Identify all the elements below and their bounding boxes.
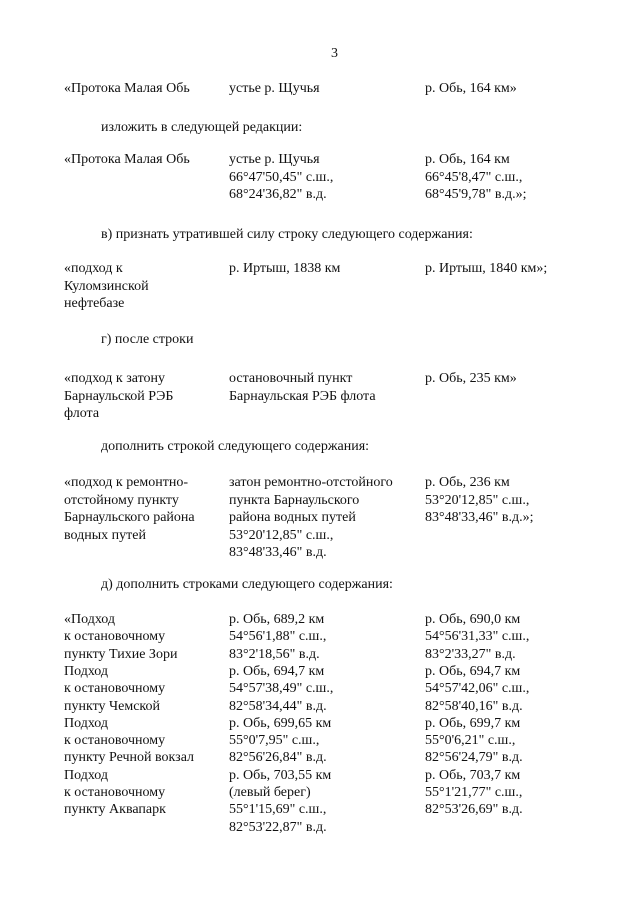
- para1-text: изложить в следующей редакции:: [101, 120, 303, 135]
- block6-col3-line: 83°2'33,27" в.д.: [425, 646, 516, 662]
- block4-col2-line: остановочный пункт: [229, 371, 353, 386]
- block6-col3-line: 55°1'21,77" с.ш.,: [425, 785, 523, 800]
- block5-col1-line: отстойному пункту: [64, 492, 179, 508]
- block6-col1-line: к остановочному: [64, 785, 166, 800]
- para3-text: г) после строки: [101, 332, 194, 347]
- block6-col1-line: к остановочному: [64, 629, 166, 645]
- block6-col2-line: р. Обь, 694,7 км: [229, 663, 325, 679]
- para5-text: д) дополнить строками следующего содержания:: [101, 577, 393, 592]
- block6-col3-line: 55°0'6,21" с.ш.,: [425, 733, 516, 749]
- block6-col3-line: р. Обь, 699,7 км: [425, 715, 521, 731]
- block1-col1-line: «Протока Малая Обь: [64, 81, 190, 96]
- block6-col1-line: к остановочному: [64, 681, 166, 697]
- block6-col2-line: р. Обь, 689,2 км: [229, 612, 325, 627]
- block5-col1-line: водных путей: [64, 527, 146, 543]
- block3-col1-line: нефтебазе: [64, 296, 125, 311]
- block6-col2-line: 55°1'15,69" с.ш.,: [229, 802, 327, 818]
- block6-col2-line: 54°56'1,88" с.ш.,: [229, 629, 327, 645]
- block6-col3-line: р. Обь, 703,7 км: [425, 767, 521, 783]
- block4-col1-line: «подход к затону: [64, 371, 166, 386]
- block3-col3-line: р. Иртыш, 1840 км»;: [425, 261, 548, 276]
- block6-col3-line: р. Обь, 690,0 км: [425, 612, 521, 627]
- block1-col3-line: р. Обь, 164 км»: [425, 81, 517, 96]
- block5-col2-line: 83°48'33,46" в.д.: [229, 545, 327, 560]
- block5-col3-line: 53°20'12,85" с.ш.,: [425, 492, 530, 508]
- block6-col2-line: 82°58'34,44" в.д.: [229, 698, 327, 714]
- block5-col1-line: «подход к ремонтно-: [64, 475, 189, 490]
- block6-col3-line: 54°57'42,06" с.ш.,: [425, 681, 530, 697]
- block6-col3-line: р. Обь, 694,7 км: [425, 663, 521, 679]
- block4-col2-line: Барнаульская РЭБ флота: [229, 388, 376, 404]
- block5-col2-line: затон ремонтно-отстойного: [229, 475, 393, 490]
- block6-col1-line: к остановочному: [64, 733, 166, 749]
- block6-col2-line: 82°53'22,87" в.д.: [229, 819, 327, 835]
- block6-col1-line: «Подход: [64, 612, 116, 627]
- block3-col2-line: р. Иртыш, 1838 км: [229, 261, 341, 276]
- block2-col2-line: устье р. Щучья: [229, 152, 320, 167]
- block6-col1-line: пункту Аквапарк: [64, 802, 166, 818]
- para4-text: дополнить строкой следующего содержания:: [101, 439, 370, 454]
- page-number: 3: [331, 46, 338, 61]
- block5-col2-line: района водных путей: [229, 510, 356, 525]
- block6-col3-line: 82°53'26,69" в.д.: [425, 802, 523, 818]
- block2-col2-line: 68°24'36,82" в.д.: [229, 187, 327, 202]
- block6-col1-line: Подход: [64, 767, 109, 783]
- block2-col3-line: 66°45'8,47" с.ш.,: [425, 169, 523, 185]
- block2-col3-line: р. Обь, 164 км: [425, 152, 510, 167]
- block4-col3-line: р. Обь, 235 км»: [425, 371, 517, 386]
- block6-col2-line: 82°56'26,84" в.д.: [229, 750, 327, 766]
- block6-col1-line: пункту Тихие Зори: [64, 646, 178, 662]
- block6-col2-line: 83°2'18,56" в.д.: [229, 646, 320, 662]
- block3-col1-line: «подход к: [64, 261, 123, 276]
- block5-col3-line: 83°48'33,46" в.д.»;: [425, 510, 534, 525]
- block6-col1-line: Подход: [64, 715, 109, 731]
- block6-col3-line: 54°56'31,33" с.ш.,: [425, 629, 530, 645]
- block2-col3-line: 68°45'9,78" в.д.»;: [425, 187, 527, 202]
- block5-col2-line: пункта Барнаульского: [229, 492, 360, 508]
- block6-col2-line: р. Обь, 699,65 км: [229, 715, 332, 731]
- block6-col2-line: р. Обь, 703,55 км: [229, 767, 332, 783]
- block5-col3-line: р. Обь, 236 км: [425, 475, 510, 490]
- block3-col1-line: Куломзинской: [64, 278, 149, 294]
- block6-col3-line: 82°58'40,16" в.д.: [425, 698, 523, 714]
- block4-col1-line: Барнаульской РЭБ: [64, 388, 174, 404]
- block6-col2-line: 54°57'38,49" с.ш.,: [229, 681, 334, 697]
- block4-col1-line: флота: [64, 406, 100, 421]
- block6-col2-line: 55°0'7,95" с.ш.,: [229, 733, 320, 749]
- block1-col2-line: устье р. Щучья: [229, 81, 320, 96]
- block6-col1-line: Подход: [64, 663, 109, 679]
- para2-text: в) признать утратившей силу строку следующего содержания:: [101, 227, 473, 242]
- block6-col1-line: пункту Речной вокзал: [64, 750, 195, 766]
- block5-col1-line: Барнаульского района: [64, 510, 195, 525]
- block6-col2-line: (левый берег): [229, 785, 311, 800]
- block6-col1-line: пункту Чемской: [64, 698, 161, 714]
- block2-col2-line: 66°47'50,45" с.ш.,: [229, 169, 334, 185]
- block5-col2-line: 53°20'12,85" с.ш.,: [229, 527, 334, 543]
- block6-col3-line: 82°56'24,79" в.д.: [425, 750, 523, 766]
- block2-col1-line: «Протока Малая Обь: [64, 152, 190, 167]
